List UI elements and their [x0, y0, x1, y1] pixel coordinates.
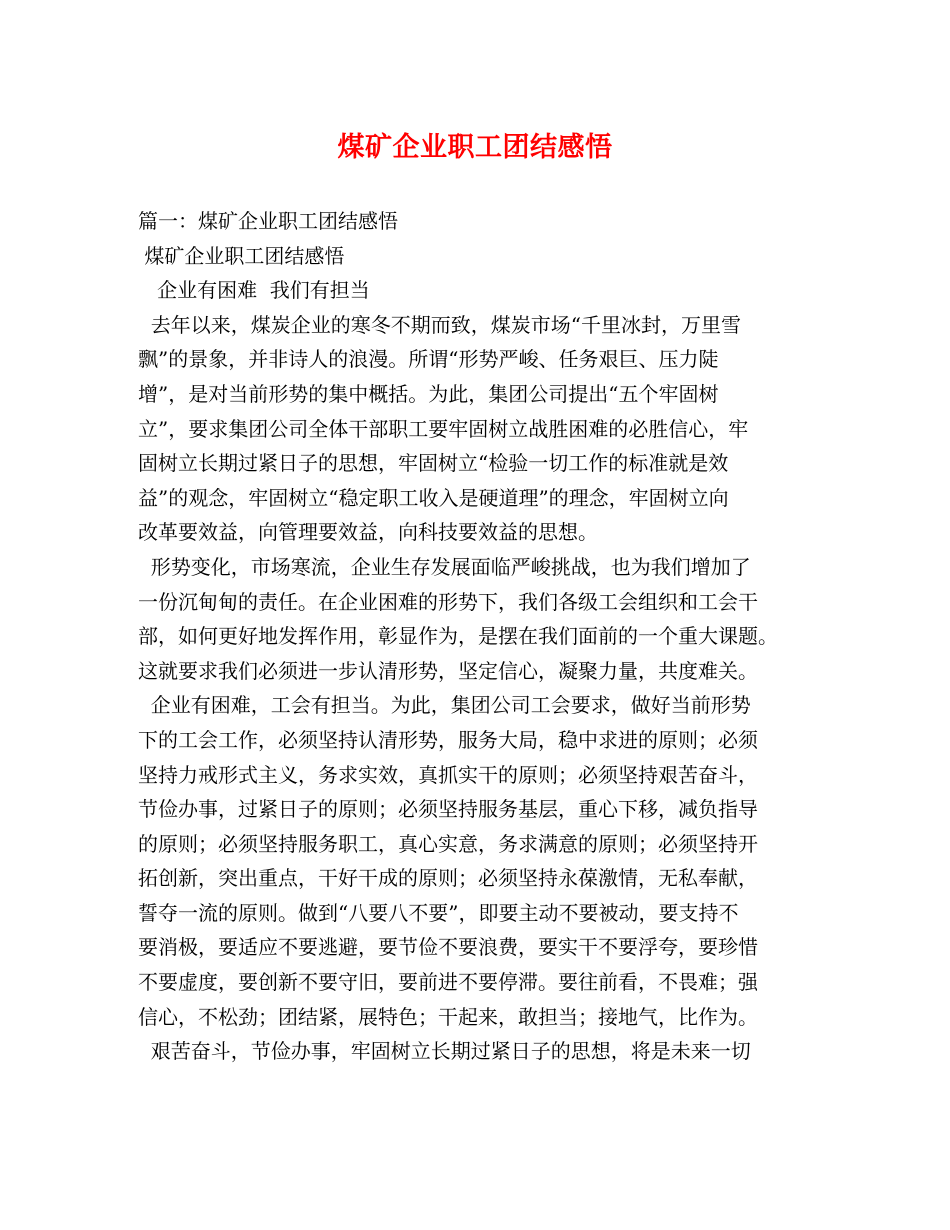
text-line: 的原则；必须坚持服务职工，真心实意，务求满意的原则；必须坚持开 [138, 831, 758, 856]
text-line: 拓创新，突出重点，干好干成的原则；必须坚持永葆激情，无私奉献， [138, 866, 758, 891]
text-line: 不要虚度，要创新不要守旧，要前进不要停滞。要往前看，不畏难；强 [138, 970, 758, 995]
text-line: 煤矿企业职工团结感悟 [138, 243, 345, 268]
text-line: 企业有困难，工会有担当。为此，集团公司工会要求，做好当前形势 [138, 693, 751, 718]
document-body [138, 204, 818, 1069]
text-line: 固树立长期过紧日子的思想，牢固树立“检验一切工作的标准就是效 [138, 451, 729, 476]
text-line: 企业有困难 我们有担当 [138, 278, 370, 303]
text-line: 增”，是对当前形势的集中概括。为此，集团公司提出“五个牢固树 [138, 381, 719, 406]
text-line: 篇一：煤矿企业职工团结感悟 [138, 209, 398, 233]
text-line: 形势变化，市场寒流，企业生存发展面临严峻挑战，也为我们增加了 [138, 554, 751, 579]
text-line: 这就要求我们必须进一步认清形势，坚定信心，凝聚力量，共度难关。 [138, 658, 758, 683]
text-line: 下的工会工作，必须坚持认清形势，服务大局，稳中求进的原则；必须 [138, 727, 758, 752]
text-line: 一份沉甸甸的责任。在企业困难的形势下，我们各级工会组织和工会干 [138, 589, 758, 614]
text-line: 益”的观念，牢固树立“稳定职工收入是硬道理”的理念，牢固树立向 [138, 485, 729, 510]
text-line: 信心，不松劲；团结紧，展特色；干起来，敢担当；接地气，比作为。 [138, 1004, 758, 1029]
document-title: 煤矿企业职工团结感悟 [337, 132, 613, 163]
text-line: 誓夺一流的原则。做到“八要八不要”，即要主动不要被动，要支持不 [138, 900, 739, 925]
text-line: 艰苦奋斗，节俭办事，牢固树立长期过紧日子的思想，将是未来一切 [138, 1039, 751, 1064]
text-line: 节俭办事，过紧日子的原则；必须坚持服务基层，重心下移，减负指导 [138, 797, 758, 822]
text-line: 坚持力戒形式主义，务求实效，真抓实干的原则；必须坚持艰苦奋斗， [138, 762, 758, 787]
text-line: 去年以来，煤炭企业的寒冬不期而致，煤炭市场“千里冰封，万里雪 [138, 312, 741, 337]
text-line: 飘”的景象，并非诗人的浪漫。所谓“形势严峻、任务艰巨、压力陡 [138, 347, 719, 372]
text-line: 部，如何更好地发挥作用，彰显作为，是摆在我们面前的一个重大课题。 [138, 624, 778, 649]
text-line: 立”，要求集团公司全体干部职工要牢固树立战胜困难的必胜信心，牢 [138, 416, 749, 441]
text-line: 改革要效益，向管理要效益，向科技要效益的思想。 [138, 520, 598, 545]
text-line: 要消极，要适应不要逃避，要节俭不要浪费，要实干不要浮夸，要珍惜 [138, 935, 758, 960]
